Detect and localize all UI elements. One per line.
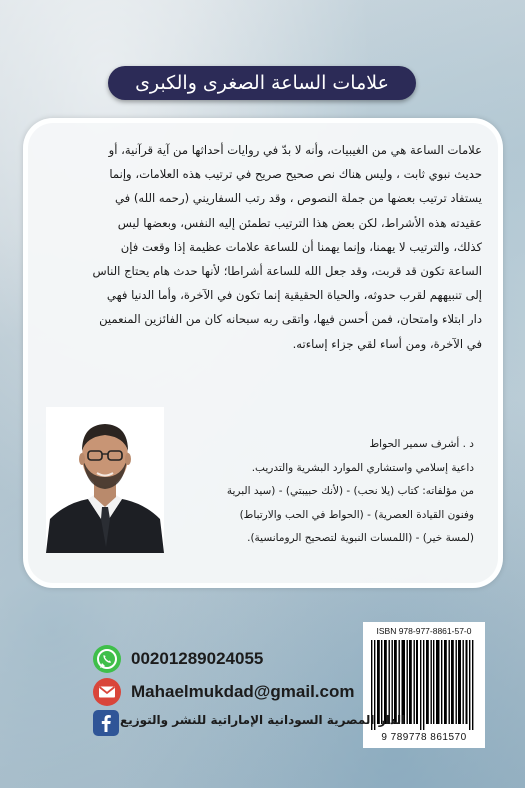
whatsapp-icon — [92, 644, 122, 674]
isbn-barcode-box — [363, 622, 485, 748]
author-name: د . أشرف سمير الحواط — [369, 438, 474, 450]
author-bio-line: من مؤلفاته: كتاب (يلا نحب) - (لأنك حبيبتي) - (سيد البرية — [226, 485, 474, 497]
author-bio — [172, 433, 474, 551]
phone-contact — [92, 644, 263, 674]
barcode-digits: 9 789778 861570 — [381, 732, 467, 743]
description-line: عقيدته هذه الأشراط، لكن بعض هذا الترتيب تطمئن إليه النفس، وبعضها ليس — [117, 215, 482, 230]
description-line: الساعة تكون قد قربت، وقد جعل الله للساعة أشراطا؛ لأنها حدث هام يحتاج الناس — [92, 264, 482, 279]
description-line: في الآخرة، ومن أساء لقي جزاء إساءته. — [292, 336, 482, 351]
author-portrait-icon — [46, 407, 164, 553]
facebook-icon — [93, 710, 119, 736]
email-contact — [92, 677, 354, 707]
description-line: علامات الساعة هي من الغيبيات، وأنه لا بدّ في روايات أحداثها من آية قرآنية، أو — [108, 143, 482, 157]
description-text — [44, 138, 482, 356]
gmail-icon — [92, 677, 122, 707]
author-photo — [46, 407, 164, 553]
author-bio-line: وفنون القيادة العصرية) - (الحواط في الحب والارتباط) — [239, 508, 474, 521]
description-line: يستفاد ترتيب بعضها من جملة النصوص ، وقد رتب السفاريني (رحمه الله) في — [114, 191, 482, 206]
publisher-name: الدار المصرية السودانية الإماراتية للنشر والتوزيع — [120, 713, 406, 727]
description-line: حديث نبوي ثابت ، وليس هناك نص صحيح صريح في ترتيب هذه العلامات، وإنما — [109, 167, 482, 182]
description-line: إلى تنبيههم لقرب حدوثه، والحياة الحقيقية إنما تكون في الآخرة، وأما الدنيا فهي — [106, 288, 482, 303]
isbn-label: ISBN 978-977-8861-57-0 — [376, 626, 472, 636]
book-title: علامات الساعة الصغرى والكبرى — [135, 72, 389, 94]
book-title-banner — [108, 66, 416, 100]
email-address: Mahaelmukdad@gmail.com — [131, 682, 355, 701]
author-bio-line: داعية إسلامي واستشاري الموارد البشرية والتدريب. — [251, 461, 474, 474]
description-line: دار ابتلاء وامتحان، فمن أحسن فيها، واتقى ربه سبحانه كان من الفائزين المنعمين — [99, 312, 482, 327]
description-line: كذلك، والترتيب لا يهمنا، وإنما يهمنا أن للساعة علامات عظيمة إذا وقعت فإن — [120, 239, 482, 254]
phone-number: 00201289024055 — [131, 649, 264, 668]
author-bio-line: (لمسة خير) - (اللمسات النبوية لتصحيح الرومانسية). — [247, 532, 474, 544]
